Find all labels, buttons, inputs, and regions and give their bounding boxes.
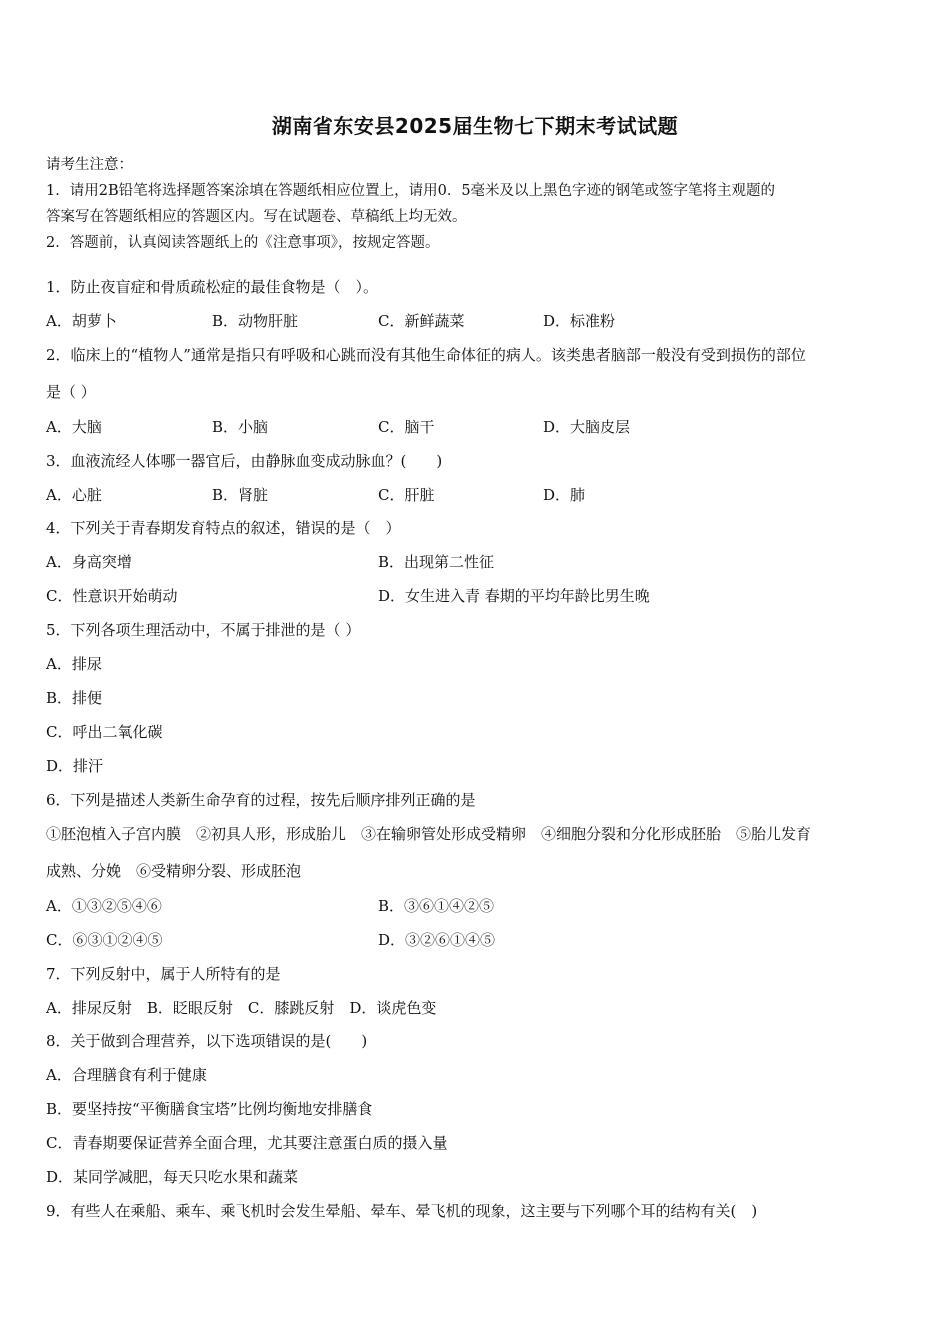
question-4-stem: 4．下列关于青春期发育特点的叙述，错误的是（ ） (46, 519, 401, 537)
question-8-stem: 8．关于做到合理营养，以下选项错误的是( ) (46, 1032, 368, 1050)
option-c: C．肝脏 (378, 486, 435, 504)
question-6-steps: ①胚泡植入子宫内膜 ②初具人形，形成胎儿 ③在输卵管处形成受精卵 ④细胞分裂和分化形成胚胎 ⑤胎儿发育 (46, 825, 812, 843)
option-a: A．①③②⑤④⑥ (46, 897, 162, 915)
option-b: B．排便 (46, 689, 103, 707)
option-b: B．肾脏 (212, 486, 269, 504)
option-c: C．青春期要保证营养全面合理，尤其要注意蛋白质的摄入量 (46, 1134, 448, 1152)
option-c: C．⑥③①②④⑤ (46, 931, 163, 949)
option-c: C．性意识开始萌动 (46, 587, 178, 605)
option-a: A．身高突增 (46, 553, 132, 571)
option-d: D．排汗 (46, 757, 104, 775)
option-a: A．合理膳食有利于健康 (46, 1066, 207, 1084)
option-a: A．心脏 (46, 486, 102, 504)
notice-line: 2．答题前，认真阅读答题纸上的《注意事项》，按规定答题。 (46, 235, 440, 251)
notice-block (46, 152, 906, 256)
question-7-stem: 7．下列反射中，属于人所特有的是 (46, 965, 281, 983)
option-d: D．③②⑥①④⑤ (378, 931, 496, 949)
option-d: D．某同学减肥，每天只吃水果和蔬菜 (46, 1168, 299, 1186)
option-b: B．出现第二性征 (378, 553, 495, 571)
option-a: A．胡萝卜 (46, 312, 117, 330)
option-d: D．标准粉 (543, 312, 616, 330)
notice-heading: 请考生注意： (46, 157, 133, 173)
option-a: A．排尿 (46, 655, 102, 673)
option-c: C．脑干 (378, 418, 435, 436)
question-3-stem: 3．血液流经人体哪一器官后，由静脉血变成动脉血？( ) (46, 452, 443, 470)
option-d: D．肺 (543, 486, 586, 504)
option-b: B．要坚持按“平衡膳食宝塔”比例均衡地安排膳食 (46, 1100, 373, 1118)
question-2-stem-cont: 是（ ） (46, 383, 96, 401)
option-a: A．大脑 (46, 418, 102, 436)
question-6-steps-cont: 成熟、分娩 ⑥受精卵分裂、形成胚泡 (46, 862, 302, 880)
notice-line: 答案写在答题纸相应的答题区内。写在试题卷、草稿纸上均无效。 (46, 209, 467, 225)
option-c: C．新鲜蔬菜 (378, 312, 465, 330)
question-9-stem: 9．有些人在乘船、乘车、乘飞机时会发生晕船、晕车、晕飞机的现象，这主要与下列哪个耳的结构有关( ) (46, 1202, 758, 1220)
option-b: B．动物肝脏 (212, 312, 299, 330)
option-c: C．呼出二氧化碳 (46, 723, 163, 741)
question-1-stem: 1．防止夜盲症和骨质疏松症的最佳食物是（ ）。 (46, 278, 379, 296)
option-d: D．大脑皮层 (543, 418, 631, 436)
question-5-stem: 5．下列各项生理活动中，不属于排泄的是（ ） (46, 621, 361, 639)
question-7-options: A．排尿反射 B．眨眼反射 C．膝跳反射 D．谈虎色变 (46, 999, 437, 1017)
option-b: B．③⑥①④②⑤ (378, 897, 495, 915)
option-b: B．小脑 (212, 418, 269, 436)
page-title: 湖南省东安县2025届生物七下期末考试试题 (271, 114, 679, 138)
question-2-stem: 2．临床上的“植物人”通常是指只有呼吸和心跳而没有其他生命体征的病人。该类患者脑部一般没有受到损伤的部位 (46, 346, 806, 364)
question-6-stem: 6．下列是描述人类新生命孕育的过程，按先后顺序排列正确的是 (46, 791, 476, 809)
notice-line: 1．请用2B铅笔将选择题答案涂填在答题纸相应位置上，请用0．5毫米及以上黑色字迹的钢笔或签字笔将主观题的 (46, 183, 776, 199)
option-d: D．女生进入青 春期的平均年龄比男生晚 (378, 587, 650, 605)
